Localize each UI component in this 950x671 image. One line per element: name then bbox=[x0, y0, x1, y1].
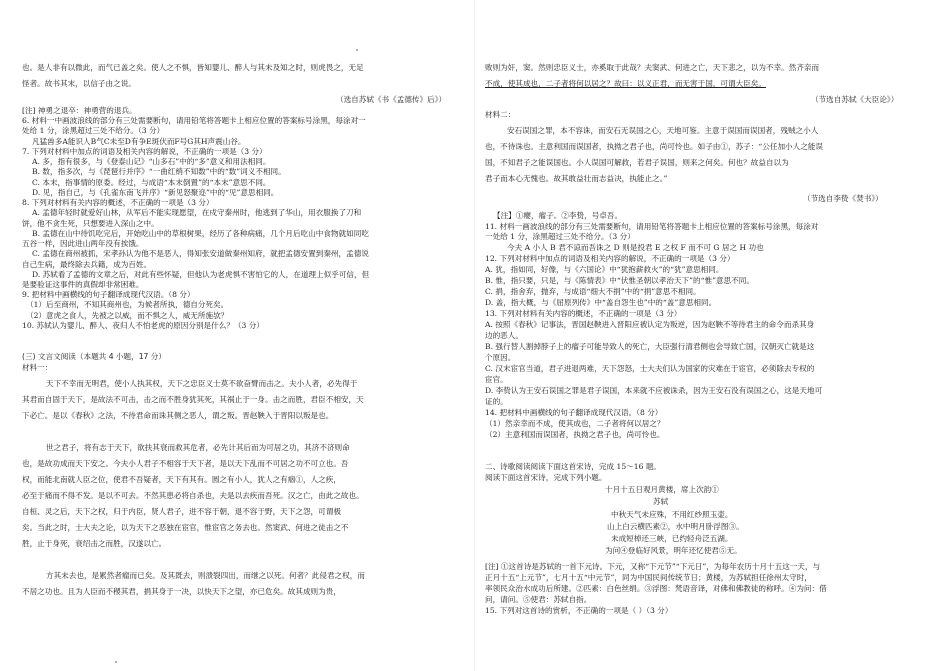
passage-line: 胜，止于身死，衰绍击之而胜，汉遂以亡。 bbox=[22, 539, 167, 548]
passage-line: 败则为奸，窦。然则忠臣义士，亦奚取于此哉？夫窦武、何进之亡，天下悲之，以为不幸。然齐亲而 bbox=[485, 63, 820, 72]
passage-line: 方其未去也，是累然者瘤而已矣。及其既去，则溃裂四出，而继之以死。何者？此侵君之权，而 bbox=[46, 571, 365, 580]
passage-line: 矣。当此之时，士大夫之论，以为天下之恶独在宦官，惟宦官之务去也。然窦武、何进之徒击之不 bbox=[22, 523, 349, 532]
question-line: D. 苏轼看了孟德的文章之后，对此有些怀疑，但他认为老虎惧不害怕它的人，在道理上似乎可信，但 bbox=[32, 270, 370, 279]
material-label: 材料一： bbox=[22, 363, 53, 372]
question-line: 8. 下列对材料有关内容的概述，不正确的一项是（3 分） bbox=[22, 198, 214, 207]
passage-line: 下必亡。是以《春秋》之法，不待君命而诛其侧之恶人，谓之叛。晋赵鞅入于晋阳以叛是也。 bbox=[22, 411, 334, 420]
passage-line: 不居之功也。且为人臣而不稷其君，捐其身于一决，以快天下之望，亦已危矣。故其成则为贵， bbox=[22, 587, 341, 596]
passage-line: 自桓、灵之后，天下之权，归于内臣，贤人君子，进不容于朝，退不容于野，天下之怨，可谓极 bbox=[22, 507, 341, 516]
question-line: A. 多，指有很多，与《登泰山记》“山多石”中的“多”意义和用法相同。 bbox=[32, 157, 271, 166]
question-line: 处给 1 分，涂黑超过三处不给分。（3 分） bbox=[22, 126, 165, 135]
question-line: 13. 下列对材料有关内容的概述，不正确的一项是（3 分） bbox=[485, 309, 682, 318]
poem-line: 中秋天气未应殊，不用红纱照玉壶。 bbox=[611, 510, 733, 519]
question-line: （2）主意利国而误国者，执拗之君子也，尚可怜也。 bbox=[485, 430, 665, 439]
passage-line: 天下不幸而无明君，使小人执其权，天下之忠臣义士莫不欲奋臂而击之。夫小人者，必先得于 bbox=[46, 379, 358, 388]
question-line: 14. 把材料中画横线的句子翻译成现代汉语。（8 分） bbox=[485, 408, 663, 417]
question-line: C. 捐，指舍弃，抛弃，与成语“细大不捐”中的“捐”意思不相同。 bbox=[485, 287, 701, 296]
passage-line: 也，是故功成而天下安之。今夫小人君子不相容于天下者，是以天下乱而不可居之功不可立也。吾 bbox=[22, 459, 349, 468]
poem-line: 山上白云横匹素②，水中明月卧浮图③。 bbox=[607, 522, 744, 531]
material-label: 材料二： bbox=[485, 110, 516, 119]
question-line: C. 孟德在商州被抓，宋孝孙认为他不是恶人，得知张安道做秦州知府，就把孟德安置到秦州，孟德说 bbox=[32, 249, 369, 258]
question-line: 凡猛兽多A能识人B气C未至D有争E斑伏而F号G其H声震山谷。 bbox=[32, 137, 246, 146]
question-line: A. 孟德年轻时就爱好山林，从军后不能实现愿望，在戍守秦州时，他逃到了华山，用衣服换了刀和 bbox=[32, 208, 362, 217]
passage-line: 也，不待诛也。主意利国而误国者，执拗之君子也，尚可怜也。如子由①，苏子：“公任加小人之能误 bbox=[485, 142, 824, 151]
question-line: 边的恶人。 bbox=[485, 331, 523, 340]
question-line: B. 惟，指只要，只是，与《陈情表》中“伏惟圣朝以孝治天下”的“惟”意思不同。 bbox=[485, 276, 754, 285]
question-line: C. 汉末宦官当道，君子进退两难，天下怨怒，士大夫们认为国家的灾难在于宦官，必须除去专权的 bbox=[485, 364, 815, 373]
passage-line: 必至于痛而不得不发。是以不可去。不然其患必将自杀也，夫是以去疾而吾死。汉之亡，由此之故也。 bbox=[22, 491, 364, 500]
source-citation: （选自苏轼《书《孟德传》后》） bbox=[336, 95, 447, 104]
question-line: 饼，他不贪生死，只想要进入深山之中。 bbox=[22, 219, 159, 228]
question-line: C. 本末，指事情的原委。经过，与成语“本末倒置”的“本末”意思不同。 bbox=[32, 178, 271, 187]
passage-line: 权，而能北南就人臣之位，使君不吾疑者，天下有其有。圆之有小人，犹人之有痼①，人之疾， bbox=[22, 475, 341, 484]
annotation-note: [注] 神勇之退卒：神勇营的退兵。 bbox=[22, 106, 137, 115]
question-line: B. 强行替人割掉脖子上的瘤子可能导致人的死亡，大臣强行清君侧也会导致亡国，汉朝灭亡就是这 bbox=[485, 342, 815, 351]
question-line: （1）后至商州，不知其商州也，为候者所执，德自分死矣。 bbox=[26, 300, 229, 309]
question-line: B. 孟德在山中待饥吃完后，开始吃山中的草根树果，经历了各种病痛，几个月后吃山中食物就如同吃 bbox=[32, 229, 369, 238]
poem-instruction: 阅读下面这首宋诗，完成下列小题。 bbox=[485, 473, 607, 482]
poem-note: 正月十五“上元节”，七月十五“中元节”，同为中国民间传统节日；黄楼，为苏轼担任徐州太守时， bbox=[485, 573, 812, 582]
section-title: 二、诗歌阅读阅读下面这首宋诗，完成 15～16 题。 bbox=[485, 462, 662, 471]
right-column bbox=[475, 0, 950, 671]
question-line: 自己生病，最终除去兵籍，成为百姓。 bbox=[22, 260, 152, 269]
passage-line: 不成，使其成也，二子者将何以居之？故曰：以义正君，而无害于国，可谓大臣矣。 bbox=[485, 79, 766, 88]
section-title: (三) 文言文阅读（本题共 4 小题，17 分） bbox=[22, 352, 166, 361]
question-line: 15. 下列对这首诗的赏析，不正确的一项是（ ）（3 分） bbox=[485, 606, 673, 615]
poem-line: 未成短棹还三峡，已约轻舟泛五湖。 bbox=[611, 534, 733, 543]
passage-line: 君子而本心无愧也。故其敢益壮而志益决，执能止之。” bbox=[485, 174, 668, 183]
question-line: 一处给 1 分，涂黑超过三处不给分。（3 分） bbox=[485, 232, 635, 241]
question-line: D. 盖，指大概，与《屈原列传》中“盖自怨生也”中的“盖”意思相同。 bbox=[485, 298, 717, 307]
passage-line: 安石误国之罪，本不容诛，而安石无误国之心，天地可鉴。主意于误国而误国者，残贼之小人 bbox=[507, 126, 819, 135]
poem-author: 苏轼 bbox=[653, 497, 669, 506]
question-line: 是要验证这事件的真假却非常困难。 bbox=[22, 280, 144, 289]
question-line: A. 按照《春秋》记事法，晋国赵鞅进入晋阳应被认定为叛逆，因为赵鞅不等待君主的命令而杀其身 bbox=[485, 320, 815, 329]
question-line: A. 犹，指如同，好像，与《六国论》中“犹抱薪救火”的“犹”意思相同。 bbox=[485, 265, 724, 274]
poem-note: 率领民众治水成功后所建。②匹素：白色丝绢。③浮图：梵语音译，对佛和佛教徒的称呼。④为问：借 bbox=[485, 584, 827, 593]
question-line: D. 李贽认为王安石误国之罪是君子误国，本来就不应被诛杀，因为王安石没有误国之心，这是天地可 bbox=[485, 386, 823, 395]
question-line: （1）然亲幸而不成，使其成也，二子者将何以居之？ bbox=[485, 419, 665, 428]
question-line: 7. 下列对材料中加点的词语及相关内容的解说，不正确的一项是（3 分） bbox=[22, 147, 267, 156]
question-line: B. 数，指多次，与《琵琶行并序》“一曲红绡不知数”中的“数”词义不相同。 bbox=[32, 167, 286, 176]
poem-line: 为问④登临好风景，明年还忆使君⑤无。 bbox=[605, 546, 742, 555]
question-line: 6. 材料一中画波浪线的部分有三处需要断句，请用铅笔将答题卡上相应位置的答案标号涂黑，每涂对一 bbox=[22, 116, 366, 125]
question-line: D. 见，指自己，与《孔雀东南飞并序》“新见怒聚迩”中的“见”意思相同。 bbox=[32, 188, 279, 197]
question-line: 11. 材料一画波浪线的部分有三处需要断句，请用铅笔将答题卡上相应位置的答案标号涂黑，每涂对 bbox=[485, 222, 819, 231]
source-citation: （节选自苏轼《大臣论》） bbox=[811, 95, 899, 104]
passage-line: 国，不知君子之能误国也。小人误国可解救，若君子误国，则来之何矣。何也？故益自以为 bbox=[485, 158, 789, 167]
passage-line: 也。是人非有以微此，而气已盖之矣。使人之不惧，皆知婴儿、醉人与其未及知之时，则虎畏之，无足 bbox=[22, 63, 364, 72]
passage-line: 世之君子，将有志于天下，欲扶其衰而救其危者，必先计其后而为可居之功，其济不济则命 bbox=[46, 443, 350, 452]
passage-line: 其君而自固于天下，是故法不可击，击之而不胜身犹其死，其祸止于一身。击之而胜，君臣不相安，天 bbox=[22, 395, 364, 404]
annotation-note: 【注】①瘿，瘤子。②李贽，号卓吾。 bbox=[493, 211, 623, 220]
question-line: 五谷一样，因此进山两年没有挨饿。 bbox=[22, 239, 144, 248]
question-line: 10. 苏轼认为婴儿、醉人、夜归人不怕老虎的原因分别是什么？（3 分） bbox=[22, 321, 264, 330]
question-line: 宦官。 bbox=[485, 375, 508, 384]
source-citation: （节选自李贽《焚书》） bbox=[803, 194, 883, 203]
question-line: 今夫 A 小人 B 君不谅而吾诛之 D 则是投君 E 之权 F 而不可 G 居之 H 功也 bbox=[507, 243, 764, 252]
poem-note: [注] ①这首诗是苏轼的一首下元诗。下元，又称“下元节”“下元日”，为每年农历十月十五这一天，与 bbox=[485, 562, 821, 571]
question-line: 9. 把材料中画横线的句子翻译成现代汉语。（8 分） bbox=[22, 290, 195, 299]
poem-note: 问，请问。⑤使君：苏轼自指。 bbox=[485, 595, 592, 604]
question-line: 个原因。 bbox=[485, 353, 516, 362]
question-line: 证的。 bbox=[485, 397, 508, 406]
poem-title: 十月十五日观月黄楼，席上次韵① bbox=[605, 485, 719, 494]
passage-line: 怪者。故书其末，以信子由之说。 bbox=[22, 79, 136, 88]
question-line: 12. 下列对材料中加点的词语及相关内容的解说，不正确的一项是（3 分） bbox=[485, 254, 735, 263]
question-line: （2）意虎之食人，先被之以威，而不惧之人，威无所施欤？ bbox=[26, 311, 229, 320]
